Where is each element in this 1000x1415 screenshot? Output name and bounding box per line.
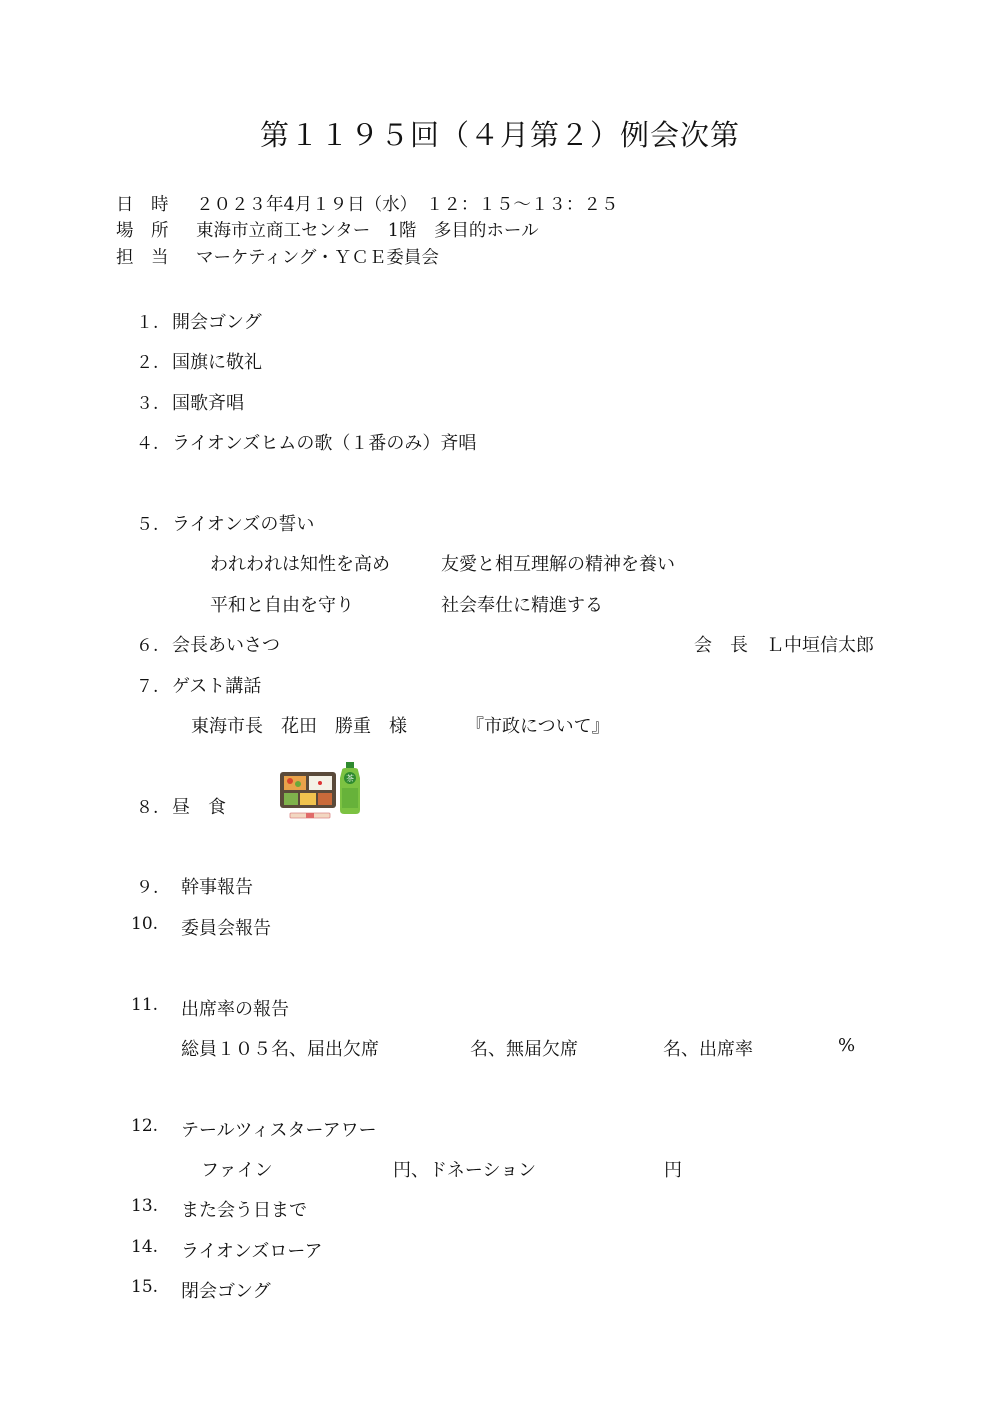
item-11-label: 出席率の報告 xyxy=(181,999,289,1020)
tail-twister-fine: ファイン xyxy=(201,1160,273,1181)
pledge-line-2a: 平和と自由を守り xyxy=(210,595,354,616)
attendance-rate: 名、出席率 xyxy=(663,1039,753,1060)
item-13-number: 13. xyxy=(131,1196,159,1216)
charge-label: 担 当 xyxy=(116,248,169,268)
president-name: 会 長 Ｌ中垣信太郎 xyxy=(694,635,874,656)
guest-topic: 『市政について』 xyxy=(466,716,610,737)
item-11-number: 11. xyxy=(131,995,159,1015)
item-14-label: ライオンズローア xyxy=(181,1241,323,1262)
pledge-line-1a: われわれは知性を高め xyxy=(210,554,390,575)
item-10-number: 10. xyxy=(131,914,159,934)
item-14-number: 14. xyxy=(131,1237,159,1257)
date-value: ２０２３年4月１９日（水） １２：１５〜１３：２５ xyxy=(196,195,619,215)
item-8-label: 昼 食 xyxy=(172,797,226,818)
item-3-number: ３. xyxy=(136,394,159,414)
attendance-percent: % xyxy=(838,1035,856,1056)
tail-twister-yen: 円 xyxy=(664,1160,682,1181)
item-12-number: 12. xyxy=(131,1116,159,1136)
item-12-label: テールツィスターアワー xyxy=(181,1120,377,1141)
guest-name: 東海市長 花田 勝重 様 xyxy=(191,716,407,737)
item-3-label: 国歌斉唱 xyxy=(172,393,244,414)
page-title: 第１１９５回（４月第２）例会次第 xyxy=(259,118,740,152)
date-label: 日 時 xyxy=(116,195,169,215)
item-7-number: ７. xyxy=(136,677,159,697)
attendance-total: 総員１０５名、届出欠席 xyxy=(181,1039,379,1060)
item-5-number: ５. xyxy=(136,515,159,535)
item-1-label: 開会ゴング xyxy=(172,312,262,333)
item-15-label: 閉会ゴング xyxy=(181,1281,271,1302)
item-6-label: 会長あいさつ xyxy=(172,635,280,656)
item-4-number: ４. xyxy=(136,434,159,454)
item-10-label: 委員会報告 xyxy=(181,918,271,939)
charge-value: マーケティング・ＹＣＥ委員会 xyxy=(196,248,439,268)
item-13-label: また会う日まで xyxy=(181,1200,307,1221)
item-8-number: ８. xyxy=(136,798,159,818)
bento-box-and-green-tea-icon xyxy=(276,758,368,828)
item-15-number: 15. xyxy=(131,1277,159,1297)
pledge-line-1b: 友愛と相互理解の精神を養い xyxy=(441,554,675,575)
item-9-label: 幹事報告 xyxy=(181,877,253,898)
item-2-number: ２. xyxy=(136,353,159,373)
place-value: 東海市立商工センター 1階 多目的ホール xyxy=(196,221,539,241)
item-2-label: 国旗に敬礼 xyxy=(172,352,262,373)
item-9-number: ９. xyxy=(136,878,159,898)
item-7-label: ゲスト講話 xyxy=(172,676,262,697)
place-label: 場 所 xyxy=(116,221,169,241)
tail-twister-donation: 円、ドネーション xyxy=(393,1160,537,1181)
item-6-number: ６. xyxy=(136,636,159,656)
svg-text:茶: 茶 xyxy=(346,774,354,783)
item-5-label: ライオンズの誓い xyxy=(172,514,315,535)
attendance-unnotified: 名、無届欠席 xyxy=(470,1039,578,1060)
item-4-label: ライオンズヒムの歌（１番のみ）斉唱 xyxy=(172,433,477,454)
pledge-line-2b: 社会奉仕に精進する xyxy=(441,595,603,616)
item-1-number: １. xyxy=(136,313,159,333)
